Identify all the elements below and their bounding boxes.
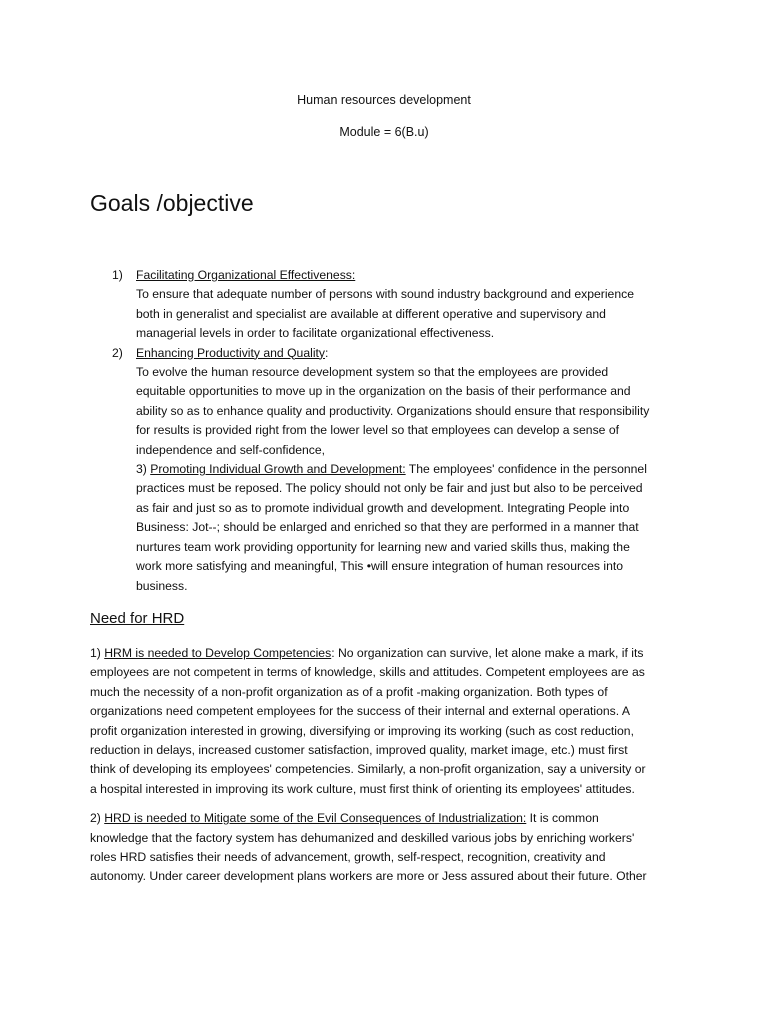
text-line: a hospital interested in improving its work culture, must first think of orienting its employees' attitudes. [90,781,635,796]
text-line: nurtures team work providing opportunity for learning new and varied skills thus, making the [136,539,630,554]
paragraph-title: HRD is needed to Mitigate some of the Evil Consequences of Industrialization: [104,811,527,826]
text-line: managerial levels in order to facilitate organizational effectiveness. [136,326,495,341]
text-line: organizations need competent employees for the success of their internal and external operations. A [90,704,630,719]
text-line: To ensure that adequate number of persons with sound industry background and experience [136,287,634,302]
text-line: The employees' confidence in the personnel [405,462,647,477]
text-line: ability so as to enhance quality and productivity. Organizations should ensure that responsibility [136,403,650,418]
paragraph-number: 2) [90,811,105,826]
text-line: think of developing its employees' competencies. Similarly, a non-profit organization, say a university or [90,762,646,777]
need-paragraph-1 [90,644,690,799]
text-line: reduction in delays, increased customer satisfaction, improved quality, market image, etc.) must first [90,743,628,758]
text-line: much the necessity of a non-profit organization as of a profit -making organization. Both types of [90,684,608,699]
goal-item-3 [112,460,687,596]
text-line: It is common [526,811,599,826]
need-section [90,644,690,897]
goal-number: 3) [136,462,151,477]
text-line: both in generalist and specialist are available at different operative and supervisory and [136,306,606,321]
text-line: equitable opportunities to move up in the organization on the basis of their performance and [136,384,631,399]
goals-list [112,266,687,596]
text-line: employees are not competent in terms of knowledge, skills and attitudes. Competent employees are as [90,665,645,680]
text-line: business. [136,578,188,593]
goal-item-1 [112,266,687,344]
text-line: Business: Jot--; should be enlarged and enriched so that they are performed in a manner that [136,520,639,535]
goal-number: 1) [112,268,123,282]
paragraph-title: HRM is needed to Develop Competencies [104,646,332,660]
text-line: roles HRD satisfies their needs of advancement, growth, self-respect, recognition, creativity and [90,850,606,865]
goal-item-2 [112,344,687,460]
module-label: Module = 6(B.u) [339,125,429,139]
text-line: : No organization can survive, let alone make a mark, if its [331,646,644,660]
goal-title: Promoting Individual Growth and Development: [150,462,406,477]
goal-title: Facilitating Organizational Effectiveness: [136,268,356,282]
text-line: practices must be reposed. The policy should not only be fair and just but also to be perceived [136,481,643,496]
goal-title-suffix: : [325,345,329,360]
paragraph-number: 1) [90,646,105,660]
goal-title: Enhancing Productivity and Quality [136,345,326,360]
text-line: independence and self-confidence, [136,442,326,457]
need-paragraph-2 [90,809,690,887]
need-heading: Need for HRD [90,610,185,627]
text-line: knowledge that the factory system has dehumanized and deskilled various jobs by enriching workers' [90,830,635,845]
goals-heading: Goals /objective [90,190,254,216]
text-line: as fair and just so as to promote individual growth and development. Integrating People into [136,500,630,515]
goal-number: 2) [112,345,123,360]
text-line: profit organization interested in growing, diversifying or improving its working (such as cost reduction, [90,723,634,738]
text-line: work more satisfying and meaningful, This •will ensure integration of human resources into [136,559,624,574]
text-line: autonomy. Under career development plans workers are more or Jess assured about their future. Other [90,869,647,884]
text-line: for results is provided right from the lower level so that employees can develop a sense of [136,423,620,438]
text-line: To evolve the human resource development system so that the employees are provided [136,365,609,380]
document-title: Human resources development [297,93,471,107]
